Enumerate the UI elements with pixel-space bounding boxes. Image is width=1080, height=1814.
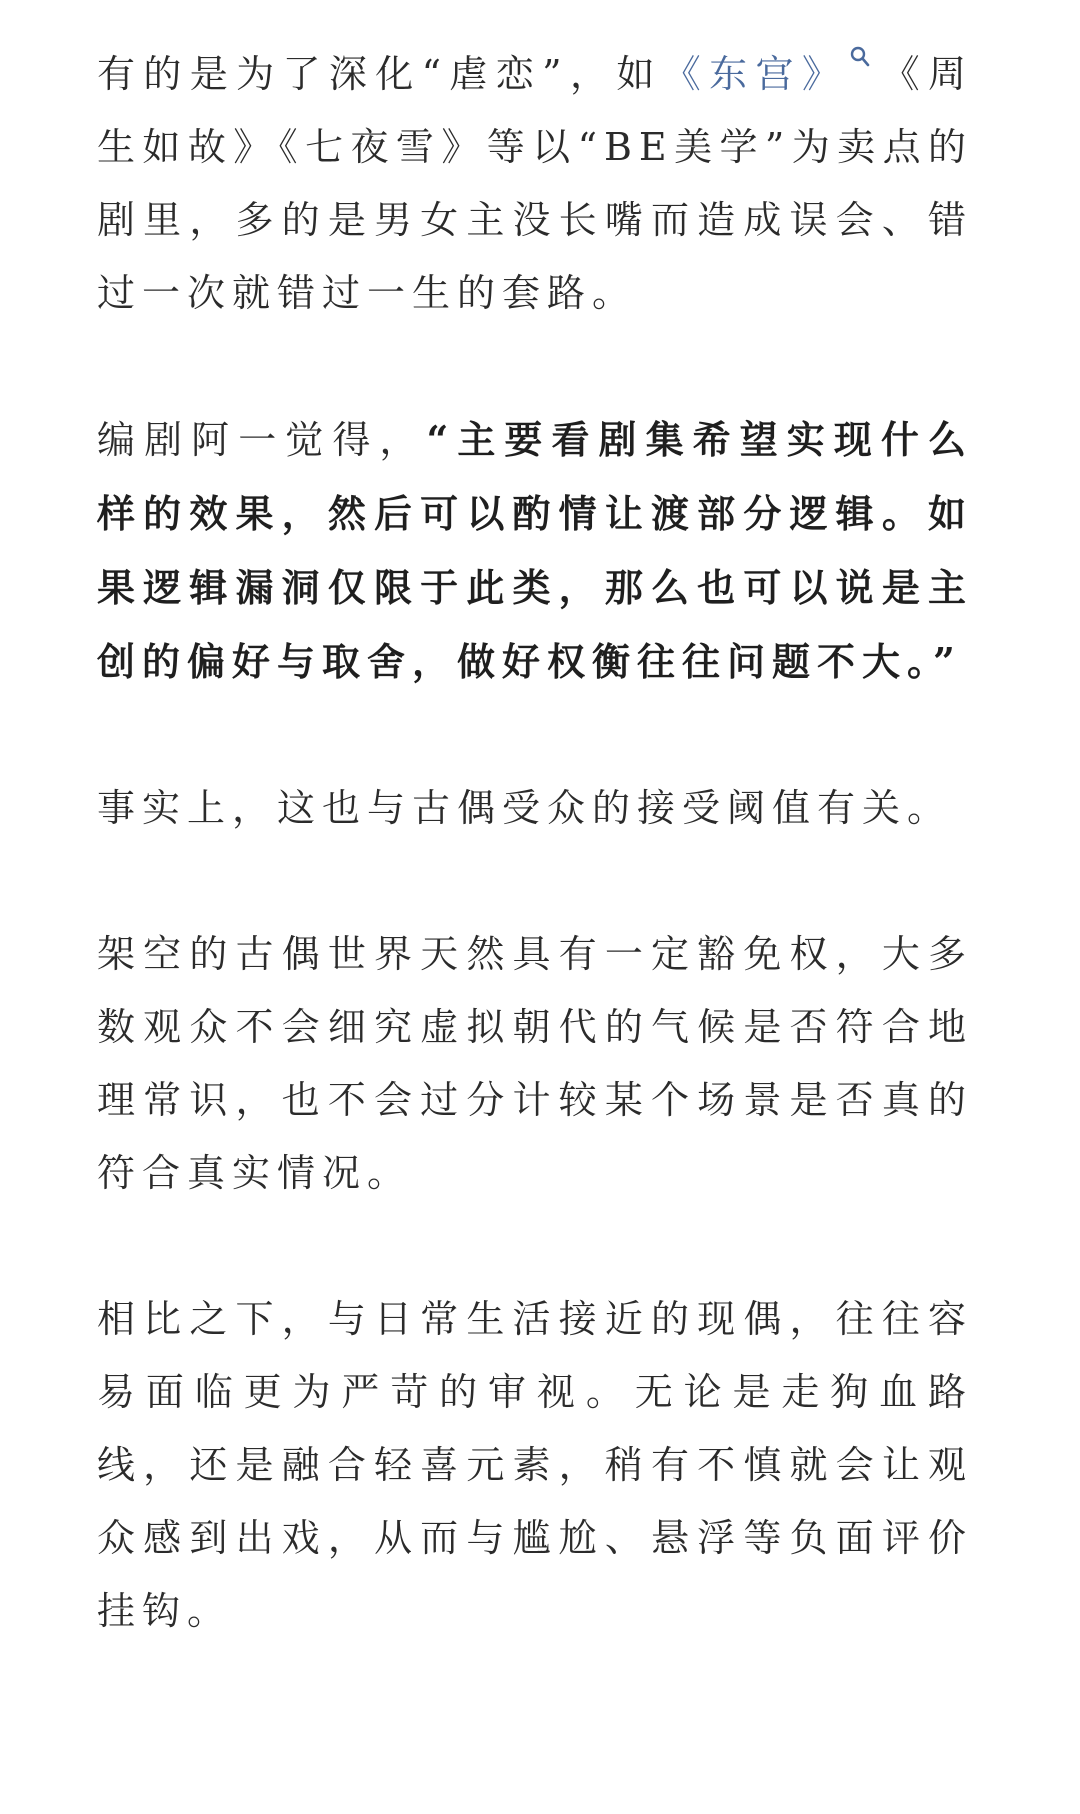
paragraph-1-text-before: 有的是为了深化“虐恋”，如 [97, 52, 663, 96]
search-icon[interactable] [848, 38, 874, 78]
paragraph-2 [97, 403, 973, 699]
paragraph-2-quote: “主要看剧集希望实现什么样的效果，然后可以酌情让渡部分逻辑。如果逻辑漏洞仅限于此类，那么也可以说是主创的偏好与取舍，做好权衡往往问题不大。” [97, 417, 973, 684]
paragraph-2-intro: 编剧阿一觉得， [97, 418, 427, 462]
paragraph-5: 相比之下，与日常生活接近的现偶，往往容易面临更为严苛的审视。无论是走狗血路线，还是融合轻喜元素，稍有不慎就会让观众感到出戏，从而与尴尬、悬浮等负面评价挂钩。 [97, 1297, 973, 1633]
paragraph-4: 架空的古偶世界天然具有一定豁免权，大多数观众不会细究虚拟朝代的气候是否符合地理常识，也不会过分计较某个场景是否真的符合真实情况。 [97, 932, 973, 1195]
drama-link-donggong[interactable]: 《东宫》 [662, 52, 849, 96]
paragraph-1 [97, 38, 973, 330]
article-body [97, 38, 973, 1648]
paragraph-3: 事实上，这也与古偶受众的接受阈值有关。 [97, 786, 953, 830]
paragraph-1-text-after: 《周生如故》《七夜雪》等以“BE美学”为卖点的剧里，多的是男女主没长嘴而造成误会、错过一次就错过一生的套路。 [97, 52, 973, 315]
